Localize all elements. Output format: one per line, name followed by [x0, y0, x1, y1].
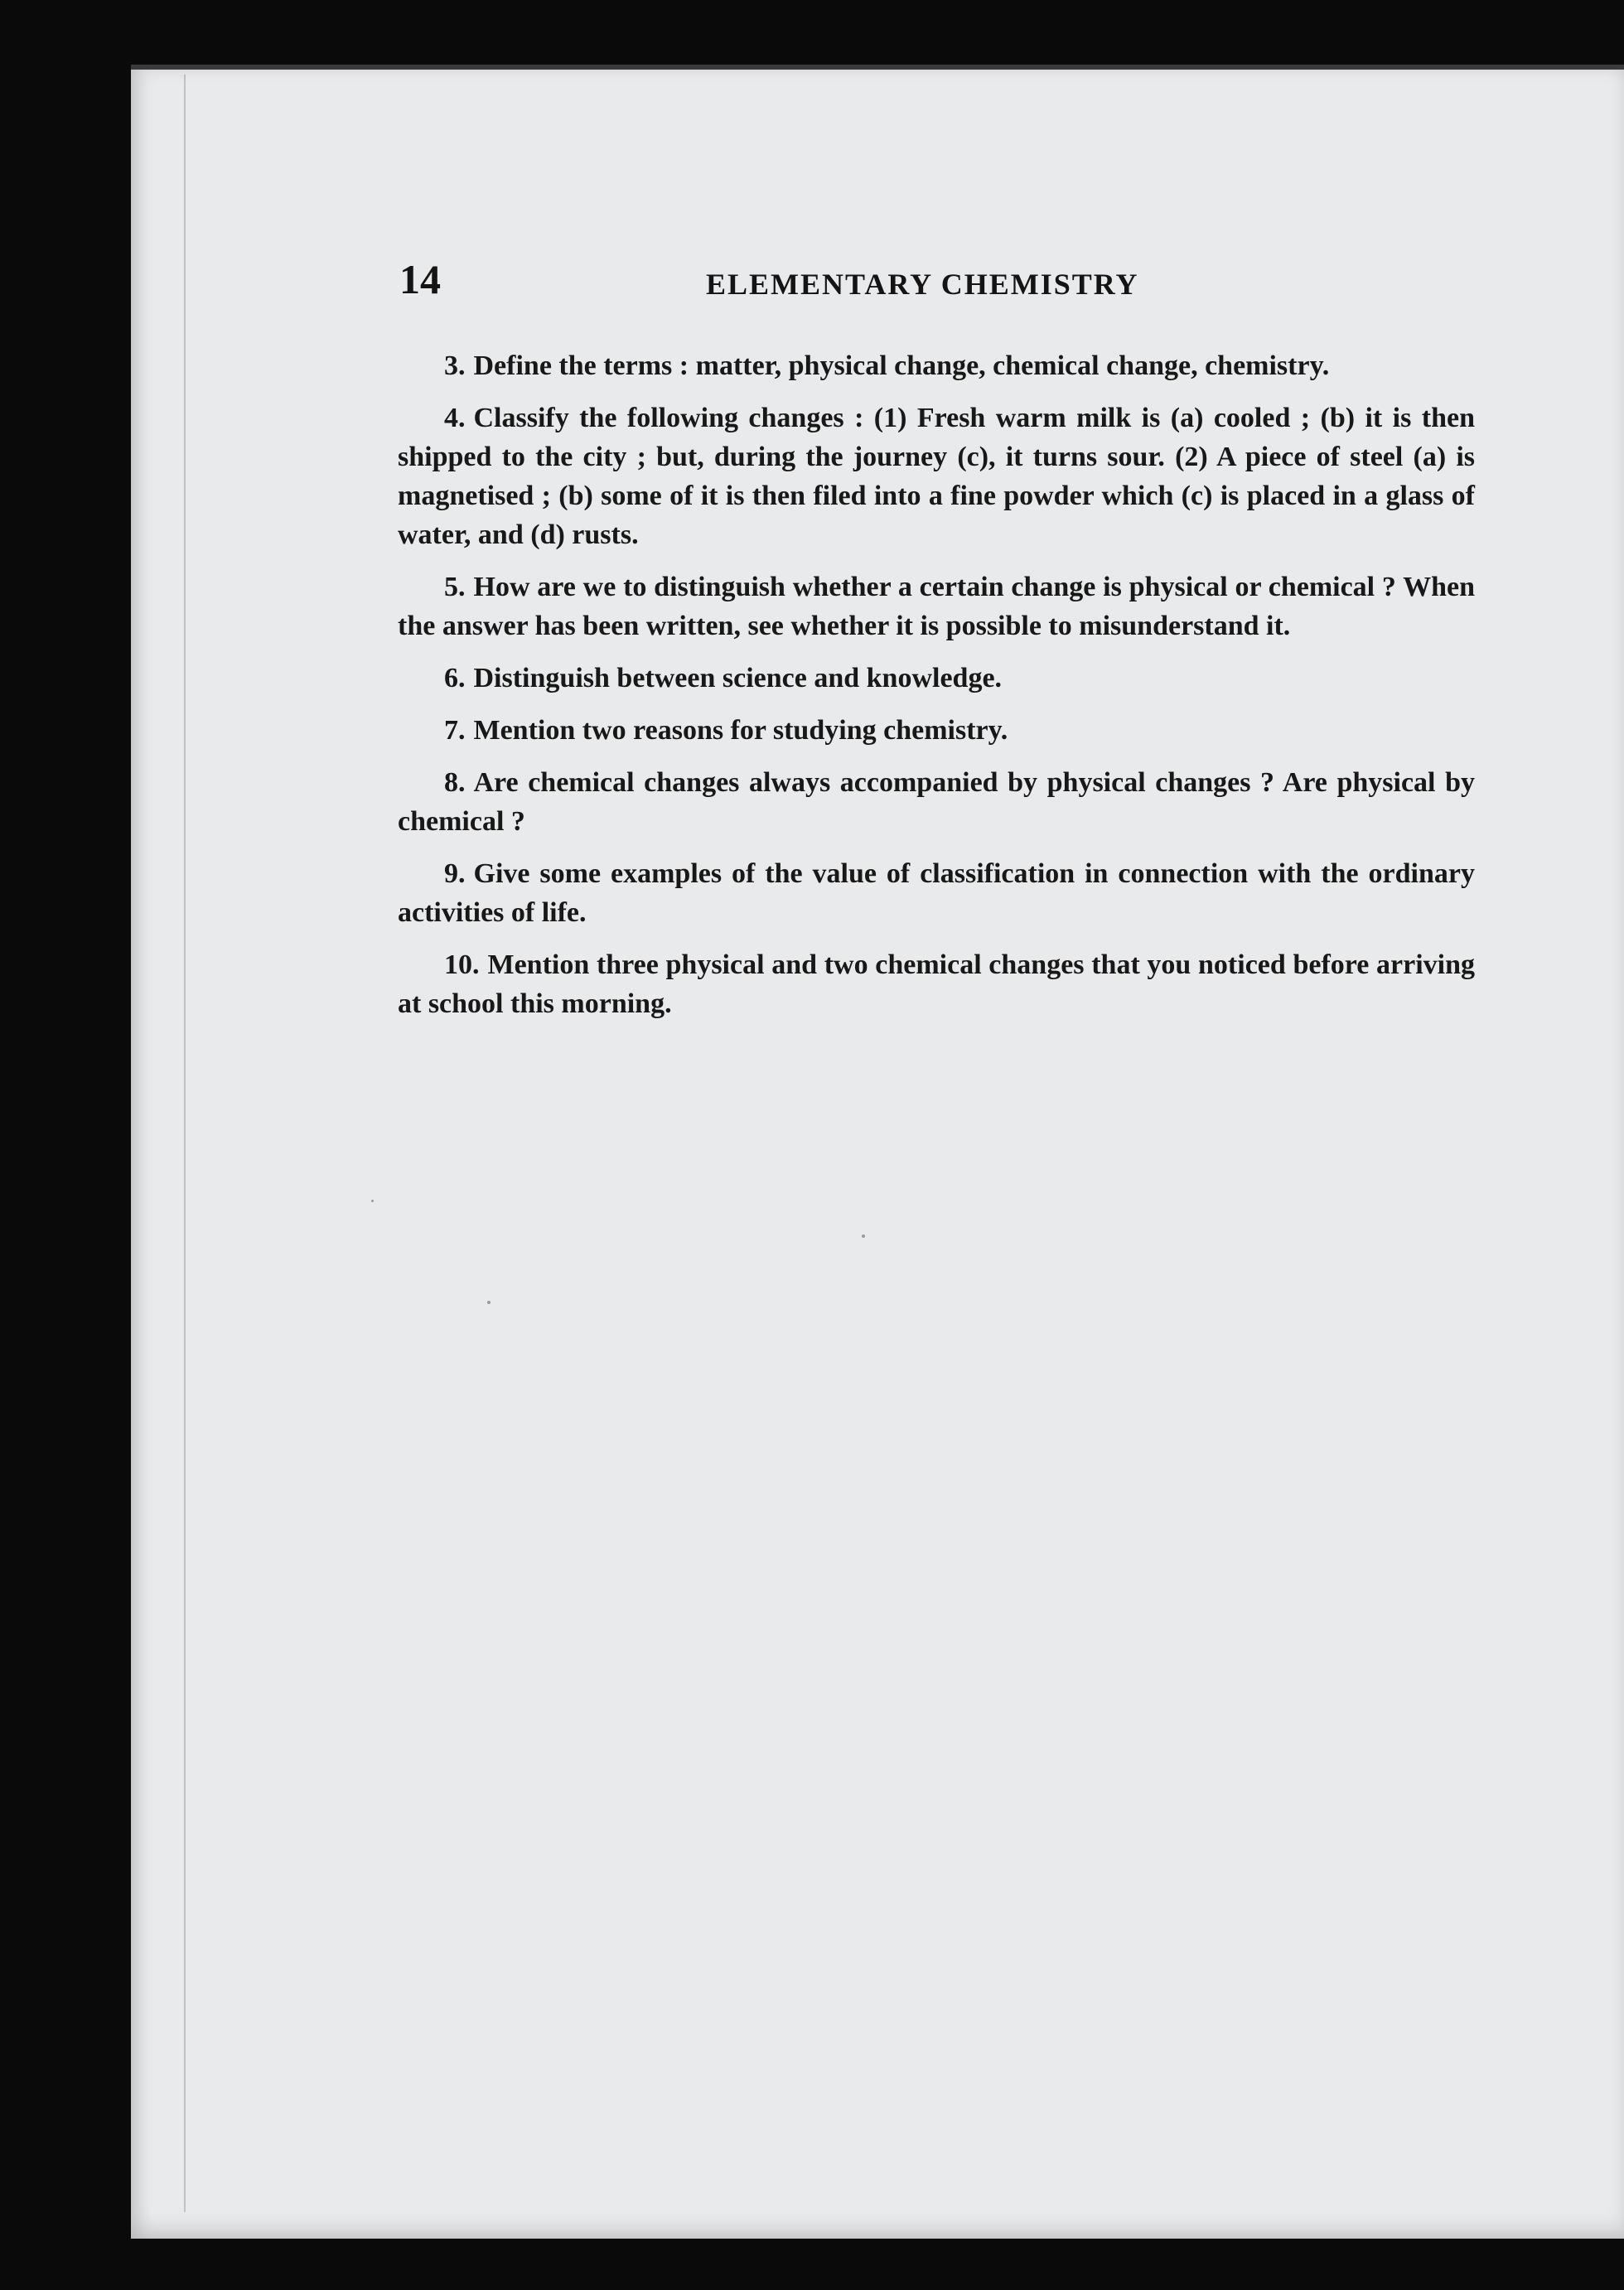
question-item — [398, 399, 1475, 554]
question-item — [398, 659, 1475, 698]
question-item — [398, 854, 1475, 932]
dust-speck — [371, 1200, 374, 1202]
question-text: Give some examples of the value of classification in connection with the ordinary activities of life. — [398, 858, 1475, 928]
question-text: Are chemical changes always accompanied by physical changes ? Are physical by chemical ? — [398, 767, 1475, 837]
question-number: 3. — [444, 350, 466, 381]
question-text: Classify the following changes : (1) Fresh warm milk is (a) cooled ; (b) it is then shipped to the city ; but, during the journey (c), it turns sour. (2) A piece of steel (a) is magnetised ; (b) some of it is then filed into a fine powder which (c) is placed in a glass of water, and (d) rusts. — [398, 403, 1475, 550]
page-edge-line — [184, 75, 186, 2212]
question-text: Distinguish between science and knowledge. — [473, 663, 1003, 693]
question-item — [398, 568, 1475, 645]
dust-speck — [862, 1234, 865, 1238]
question-text: Define the terms : matter, physical change, chemical change, chemistry. — [473, 350, 1330, 381]
question-text: Mention three physical and two chemical changes that you noticed before arriving at school this morning. — [398, 949, 1475, 1019]
question-text: How are we to distinguish whether a certain change is physical or chemical ? When the answer has been written, see whether it is possible to misunderstand it. — [398, 572, 1475, 641]
dust-speck — [487, 1301, 491, 1304]
question-item — [398, 763, 1475, 841]
page-number: 14 — [399, 256, 441, 302]
question-item — [398, 945, 1475, 1023]
question-number: 6. — [444, 663, 466, 693]
running-head: ELEMENTARY CHEMISTRY — [706, 268, 1139, 301]
question-number: 9. — [444, 858, 466, 889]
page-header — [399, 255, 1236, 313]
question-item — [398, 711, 1475, 750]
question-number: 10. — [444, 949, 480, 980]
question-text: Mention two reasons for studying chemistry. — [473, 715, 1008, 746]
question-item — [398, 346, 1475, 385]
question-number: 5. — [444, 572, 466, 602]
question-list — [398, 346, 1475, 1036]
question-number: 8. — [444, 767, 466, 798]
question-number: 7. — [444, 715, 466, 746]
question-number: 4. — [444, 403, 466, 433]
